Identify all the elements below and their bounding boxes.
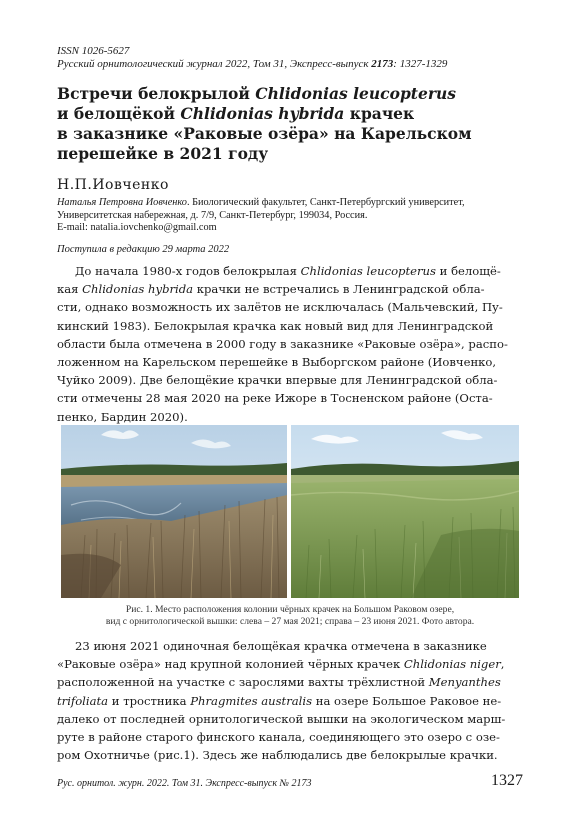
text: ,: [500, 657, 505, 672]
caption-line: Рис. 1. Место расположения колонии чёрных крачек на Большом Раковом озере,: [125, 604, 455, 615]
species-name: Menyanthes: [428, 675, 501, 690]
text-line: ром Охотничье (рис.1). Здесь же наблюдались две белокрылые крачки.: [57, 748, 498, 763]
text-line: кинский 1983). Белокрылая крачка как новый вид для Ленинградской: [57, 318, 494, 333]
affiliation-text: . Биологический факультет, Санкт-Петербургский университет,: [186, 197, 465, 208]
caption-line: вид с орнитологической вышки: слева – 27 мая 2021; справа – 23 июня 2021. Фото автора.: [105, 616, 475, 627]
text-line: сти, однако возможность их залётов не исключалась (Мальчевский, Пу-: [57, 300, 503, 315]
paragraph-2: [57, 637, 525, 764]
text: расположенной на участке с зарослями вахты трёхлистной: [57, 675, 429, 690]
author-affiliation: [57, 197, 527, 235]
text-line: сти отмечены 28 мая 2020 на реке Ижоре в Тосненском районе (Оста-: [57, 391, 493, 406]
text-line: руте в районе старого финского канала, соединяющего это озеро с озе-: [57, 730, 500, 745]
text-line: 23 июня 2021 одиночная белощёкая крачка отмечена в заказнике: [75, 639, 487, 653]
author-email: E-mail: natalia.iovchenko@gmail.com: [57, 222, 217, 233]
journal-reference: [57, 58, 447, 71]
text-line: области была отмечена в 2000 году в заказнике «Раковые озёра», распо-: [57, 336, 508, 351]
text: «Раковые озёра» над крупной колонией чёрных крачек: [57, 657, 404, 672]
page-number: 1327: [491, 772, 523, 789]
received-date: Поступила в редакцию 29 марта 2022: [57, 244, 230, 255]
species-name: Chlidonias niger: [403, 657, 501, 672]
title-species: Chlidonias leucopterus: [255, 84, 456, 103]
text: и тростника: [108, 693, 191, 708]
footer-citation: Рус. орнитол. журн. 2022. Том 31. Экспресс-выпуск № 2173: [57, 778, 312, 789]
species-name: trifoliata: [57, 693, 109, 708]
figure-caption: [57, 604, 523, 628]
photo-colony-june: [291, 425, 519, 598]
species-name: Chlidonias leucopterus: [300, 264, 436, 278]
title-text: крачек: [344, 104, 415, 123]
text-line: Чуйко 2009). Две белощёкие крачки впервые для Ленинградской обла-: [57, 373, 498, 388]
author-name: Н.П.Иовченко: [57, 177, 169, 193]
photo-reeds-image: [61, 425, 287, 598]
affiliation-author: Наталья Петровна Иовченко: [57, 197, 187, 208]
paragraph-1: [57, 262, 525, 426]
text-line: пенко, Бардин 2020).: [57, 409, 188, 424]
photo-colony-may: [61, 425, 287, 598]
text: кая: [57, 282, 83, 297]
title-text: в заказнике «Раковые озёра» на Карельском: [57, 124, 472, 143]
title-text: перешейке в 2021 году: [57, 144, 269, 163]
issue-number: 2173: [371, 58, 394, 70]
text-line: ложенном на Карельском перешейке в Выборгском районе (Иовченко,: [57, 355, 497, 370]
text: на озере Большое Раковое не-: [312, 693, 502, 708]
text: и белощё-: [435, 264, 501, 278]
journal-name: Русский орнитологический журнал 2022, Том 31, Экспресс-выпуск: [57, 58, 372, 70]
page-range: : 1327-1329: [393, 58, 448, 70]
photo-meadow-image: [291, 425, 519, 598]
affiliation-address: Университетская набережная, д. 7/9, Санкт-Петербург, 199034, Россия.: [57, 209, 368, 221]
article-title: [57, 84, 527, 164]
text: До начала 1980-х годов белокрылая: [75, 264, 301, 278]
title-text: Встречи белокрылой: [57, 84, 256, 103]
issn: ISSN 1026-5627: [57, 45, 130, 57]
title-species: Chlidonias hybrida: [180, 104, 345, 123]
species-name: Phragmites australis: [190, 693, 313, 708]
species-name: Chlidonias hybrida: [82, 282, 194, 297]
text-line: далеко от последней орнитологической вышки на экологическом марш-: [57, 711, 506, 726]
title-text: и белощёкой: [57, 104, 181, 123]
text: крачки не встречались в Ленинградской обла-: [193, 282, 485, 297]
